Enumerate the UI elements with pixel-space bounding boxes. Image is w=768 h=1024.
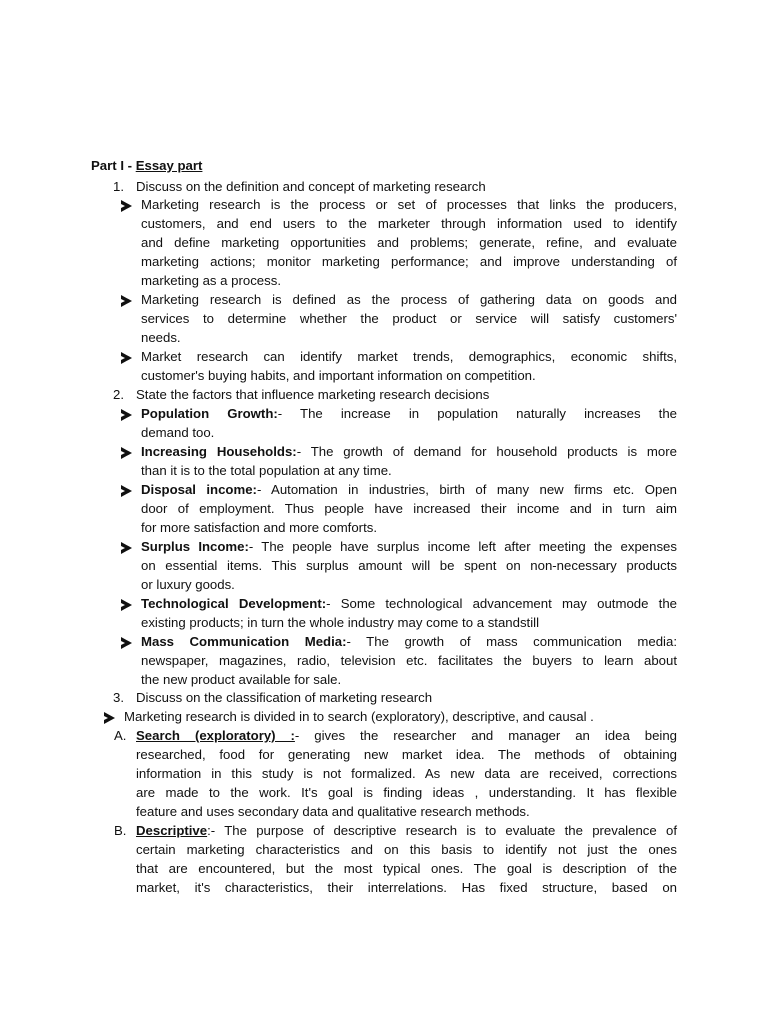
arrow-bullet-icon (121, 447, 132, 459)
part-title: Essay part (135, 158, 203, 173)
factor-term: Mass Communication Media: (141, 634, 347, 649)
factor-line (141, 595, 677, 614)
type-line (136, 727, 677, 746)
type-line: market, it's characteristics, their interrelations. Has fixed structure, based on (136, 880, 677, 895)
arrow-bullet-icon (121, 409, 132, 421)
factor-line: on essential items. This surplus amount will be spent on non-necessary products (141, 558, 677, 573)
q1-bullet-line: Marketing research is the process or set of processes that links the producers, (141, 197, 677, 212)
q1-bullet-line: marketing actions; monitor marketing performance; and improve understanding of (141, 254, 677, 269)
factor-text: - The people have surplus income left after meeting the expenses (248, 539, 677, 554)
factor-text: - The increase in population naturally increases the (277, 406, 677, 421)
arrow-bullet-icon (121, 352, 132, 364)
type-text: :- The purpose of descriptive research is to evaluate the prevalence of (207, 823, 677, 838)
factor-term: Technological Development: (141, 596, 327, 611)
factor-line: or luxury goods. (141, 577, 235, 592)
question-number: 2. (113, 387, 124, 402)
factor-line: door of employment. Thus people have increased their income and in turn aim (141, 501, 677, 516)
question-number: 3. (113, 690, 124, 705)
factor-text: - Automation in industries, birth of many new firms etc. Open (256, 482, 677, 497)
factor-line (141, 538, 677, 557)
type-letter: A. (114, 728, 127, 743)
q1-bullet-line: and define marketing opportunities and problems; generate, refine, and evaluate (141, 235, 677, 250)
type-line (136, 822, 677, 841)
part-heading (91, 157, 202, 176)
factor-line (141, 443, 677, 462)
part-prefix: Part I - (91, 158, 136, 173)
factor-text: - Some technological advancement may outmode the (326, 596, 677, 611)
factor-line: demand too. (141, 425, 215, 440)
type-text: - gives the researcher and manager an idea being (294, 728, 678, 743)
factor-line (141, 633, 677, 652)
q1-bullet-line: Marketing research is defined as the process of gathering data on goods and (141, 292, 677, 307)
arrow-bullet-icon (121, 542, 132, 554)
question-2-text: State the factors that influence marketing research decisions (136, 387, 490, 402)
question-1-text: Discuss on the definition and concept of marketing research (136, 179, 486, 194)
factor-line: existing products; in turn the whole industry may come to a standstill (141, 615, 540, 630)
factor-term: Population Growth: (141, 406, 278, 421)
factor-text: - The growth of demand for household products is more (296, 444, 677, 459)
factor-line (141, 481, 677, 500)
q1-bullet-line: services to determine whether the product or service will satisfy customers' (141, 311, 677, 326)
type-line: information in this study is not formalized. As new data are received, corrections (136, 766, 677, 781)
arrow-bullet-icon (121, 637, 132, 649)
factor-line: for more satisfaction and more comforts. (141, 520, 377, 535)
factor-term: Increasing Households: (141, 444, 297, 459)
type-term: Search (exploratory) : (136, 728, 295, 743)
factor-text: - The growth of mass communication media: (346, 634, 677, 649)
factor-line (141, 405, 677, 424)
type-term: Descriptive (136, 823, 208, 838)
q1-bullet-line: needs. (141, 330, 181, 345)
type-line: that are encountered, but the most typical ones. The goal is description of the (136, 861, 677, 876)
type-line: are made to the work. It's goal is finding ideas , understanding. It has flexible (136, 785, 677, 800)
q1-bullet-line: customers, and end users to the marketer through information used to identify (141, 216, 677, 231)
arrow-bullet-icon (121, 485, 132, 497)
classification-intro: Marketing research is divided in to search (exploratory), descriptive, and causal . (124, 709, 594, 724)
question-3-text: Discuss on the classification of marketing research (136, 690, 433, 705)
type-line: certain marketing characteristics and on this basis to identify not just the ones (136, 842, 677, 857)
q1-bullet-line: customer's buying habits, and important information on competition. (141, 368, 536, 383)
factor-term: Surplus Income: (141, 539, 249, 554)
type-line: feature and uses secondary data and qualitative research methods. (136, 804, 530, 819)
type-line: researched, food for generating new market idea. The methods of obtaining (136, 747, 677, 762)
q1-bullet-line: Market research can identify market trends, demographics, economic shifts, (141, 349, 677, 364)
factor-term: Disposal income: (141, 482, 257, 497)
arrow-bullet-icon (104, 712, 115, 724)
q1-bullet-line: marketing as a process. (141, 273, 281, 288)
type-letter: B. (114, 823, 127, 838)
arrow-bullet-icon (121, 200, 132, 212)
arrow-bullet-icon (121, 295, 132, 307)
factor-line: the new product available for sale. (141, 672, 342, 687)
arrow-bullet-icon (121, 599, 132, 611)
factor-line: newspaper, magazines, radio, television etc. facilitates the buyers to learn about (141, 653, 677, 668)
factor-line: than it is to the total population at any time. (141, 463, 392, 478)
question-number: 1. (113, 179, 124, 194)
